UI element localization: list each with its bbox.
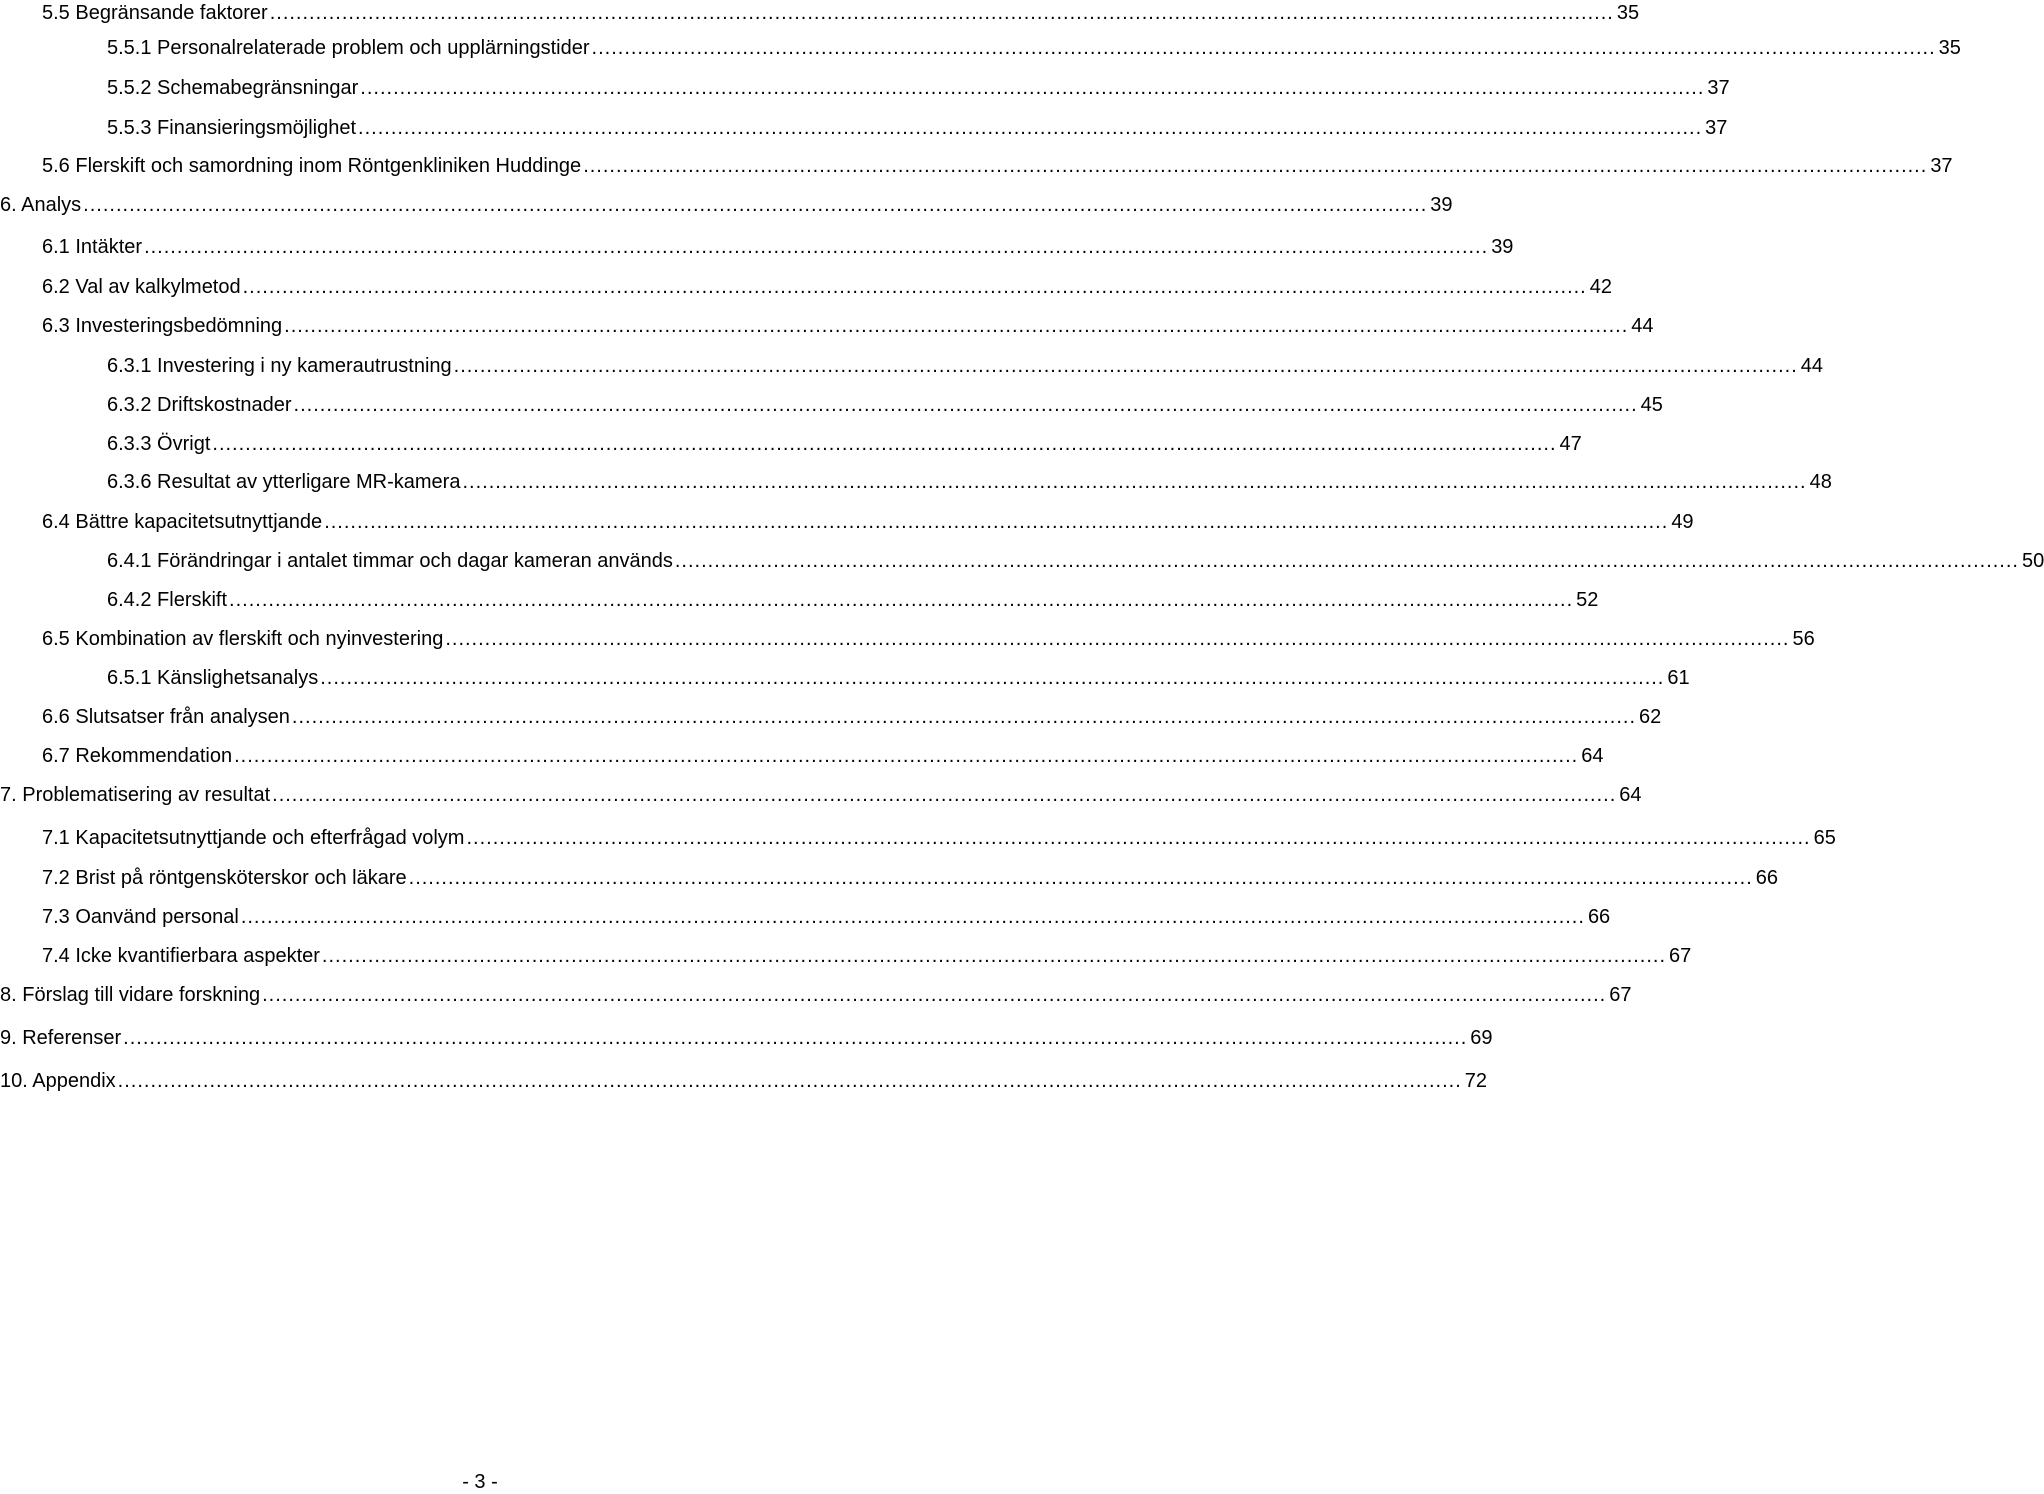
toc-dot-leader: ............................................................................................................................................................................................................. bbox=[291, 706, 1637, 728]
toc-entry[interactable] bbox=[42, 313, 1654, 339]
toc-entry-page: 64 bbox=[1619, 784, 1642, 806]
toc-entry-page: 39 bbox=[1491, 236, 1514, 258]
toc-entry-title: 6.3.3 Övrigt bbox=[107, 433, 211, 455]
toc-dot-leader: ............................................................................................................................................................................................................. bbox=[262, 984, 1607, 1006]
toc-entry-page: 50 bbox=[2021, 550, 2044, 572]
toc-entry-page: 49 bbox=[1671, 511, 1694, 533]
toc-entry-title: 6.3.2 Driftskostnader bbox=[107, 394, 292, 416]
toc-entry[interactable] bbox=[42, 865, 1779, 891]
toc-dot-leader: ............................................................................................................................................................................................................. bbox=[240, 906, 1585, 928]
toc-entry[interactable] bbox=[42, 234, 1514, 260]
toc-entry-title: 6.1 Intäkter bbox=[42, 236, 143, 258]
toc-dot-leader: ............................................................................................................................................................................................................. bbox=[212, 433, 1557, 455]
toc-entry-page: 37 bbox=[1705, 117, 1728, 139]
toc-entry-page: 56 bbox=[1792, 628, 1815, 650]
toc-entry-page: 67 bbox=[1669, 945, 1692, 967]
toc-entry-page: 44 bbox=[1800, 355, 1824, 377]
toc-dot-leader: ............................................................................................................................................................................................................. bbox=[445, 628, 1790, 650]
toc-dot-leader: ............................................................................................................................................................................................................. bbox=[466, 827, 1811, 849]
toc-entry-page: 47 bbox=[1559, 433, 1582, 455]
toc-entry[interactable] bbox=[42, 825, 1836, 851]
toc-entry[interactable] bbox=[0, 982, 1632, 1008]
toc-entry-page: 44 bbox=[1631, 315, 1654, 337]
toc-entry[interactable] bbox=[42, 943, 1692, 969]
toc-dot-leader: ............................................................................................................................................................................................................. bbox=[360, 77, 1705, 99]
toc-entry-page: 39 bbox=[1430, 194, 1453, 216]
toc-dot-leader: ............................................................................................................................................................................................................. bbox=[284, 315, 1629, 337]
toc-entry-page: 65 bbox=[1813, 827, 1836, 849]
toc-entry-title: 6.3 Investeringsbedömning bbox=[42, 315, 283, 337]
toc-entry-title: 8. Förslag till vidare forskning bbox=[0, 984, 261, 1006]
toc-entry-title: 5.5.2 Schemabegränsningar bbox=[107, 77, 359, 99]
toc-entry-page: 35 bbox=[1616, 2, 1640, 24]
toc-entry[interactable] bbox=[107, 587, 1599, 613]
toc-entry-title: 7.4 Icke kvantifierbara aspekter bbox=[42, 945, 320, 967]
toc-entry-title: 6.3.6 Resultat av ytterligare MR-kamera bbox=[107, 471, 461, 493]
toc-entry[interactable] bbox=[0, 1068, 1488, 1094]
toc-entry-title: 5.5.1 Personalrelaterade problem och upplärningstider bbox=[107, 37, 590, 59]
toc-entry-page: 66 bbox=[1587, 906, 1611, 928]
toc-dot-leader: ............................................................................................................................................................................................................. bbox=[272, 784, 1617, 806]
toc-entry[interactable] bbox=[0, 1025, 1493, 1051]
page-number: - 3 - bbox=[462, 1471, 498, 1493]
toc-entry[interactable] bbox=[107, 548, 2044, 574]
toc-dot-leader: ............................................................................................................................................................................................................. bbox=[144, 236, 1489, 258]
toc-dot-leader: ............................................................................................................................................................................................................. bbox=[324, 511, 1669, 533]
toc-entry-title: 6.5.1 Känslighetsanalys bbox=[107, 667, 319, 689]
toc-entry[interactable] bbox=[107, 353, 1824, 379]
toc-entry[interactable] bbox=[0, 192, 1453, 218]
toc-entry[interactable] bbox=[107, 665, 1690, 691]
toc-dot-leader: ............................................................................................................................................................................................................. bbox=[123, 1027, 1468, 1049]
toc-entry-page: 37 bbox=[1930, 155, 1953, 177]
toc-entry[interactable] bbox=[107, 469, 1832, 495]
toc-dot-leader: ............................................................................................................................................................................................................. bbox=[234, 745, 1579, 767]
toc-dot-leader: ............................................................................................................................................................................................................. bbox=[269, 2, 1614, 24]
toc-entry-page: 69 bbox=[1470, 1027, 1493, 1049]
toc-dot-leader: ............................................................................................................................................................................................................. bbox=[358, 117, 1703, 139]
toc-entry[interactable] bbox=[42, 743, 1604, 769]
toc-entry-title: 5.5.3 Finansieringsmöjlighet bbox=[107, 117, 357, 139]
toc-entry[interactable] bbox=[42, 904, 1611, 930]
toc-dot-leader: ............................................................................................................................................................................................................. bbox=[408, 867, 1753, 889]
toc-dot-leader: ............................................................................................................................................................................................................. bbox=[242, 276, 1587, 298]
toc-entry[interactable] bbox=[42, 704, 1662, 730]
toc-entry[interactable] bbox=[107, 75, 1730, 101]
toc-entry-title: 6. Analys bbox=[0, 194, 82, 216]
toc-entry-page: 48 bbox=[1809, 471, 1832, 493]
toc-entry-title: 6.2 Val av kalkylmetod bbox=[42, 276, 241, 298]
toc-entry-title: 10. Appendix bbox=[0, 1070, 116, 1092]
toc-entry-page: 62 bbox=[1639, 706, 1662, 728]
toc-entry-title: 5.6 Flerskift och samordning inom Röntgenkliniken Huddinge bbox=[42, 155, 582, 177]
toc-entry[interactable] bbox=[42, 509, 1694, 535]
toc-entry[interactable] bbox=[42, 626, 1815, 652]
toc-entry-title: 7.2 Brist på röntgensköterskor och läkare bbox=[42, 867, 407, 889]
toc-dot-leader: ............................................................................................................................................................................................................. bbox=[462, 471, 1807, 493]
toc-entry-page: 64 bbox=[1581, 745, 1604, 767]
toc-entry-title: 6.6 Slutsatser från analysen bbox=[42, 706, 290, 728]
toc-entry-title: 7.3 Oanvänd personal bbox=[42, 906, 239, 928]
toc-entry-title: 6.4 Bättre kapacitetsutnyttjande bbox=[42, 511, 323, 533]
toc-entry-title: 7. Problematisering av resultat bbox=[0, 784, 271, 806]
toc-dot-leader: ............................................................................................................................................................................................................. bbox=[293, 394, 1638, 416]
toc-dot-leader: ............................................................................................................................................................................................................. bbox=[229, 589, 1574, 611]
toc-dot-leader: ............................................................................................................................................................................................................. bbox=[591, 37, 1936, 59]
toc-dot-leader: ............................................................................................................................................................................................................. bbox=[83, 194, 1428, 216]
toc-entry-page: 42 bbox=[1589, 276, 1612, 298]
toc-entry-page: 66 bbox=[1755, 867, 1779, 889]
toc-dot-leader: ............................................................................................................................................................................................................. bbox=[674, 550, 2019, 572]
toc-entry-title: 6.7 Rekommendation bbox=[42, 745, 233, 767]
toc-entry-title: 7.1 Kapacitetsutnyttjande och efterfrågad volym bbox=[42, 827, 465, 849]
toc-entry-page: 37 bbox=[1707, 77, 1730, 99]
toc-dot-leader: ............................................................................................................................................................................................................. bbox=[583, 155, 1928, 177]
toc-entry-title: 6.4.2 Flerskift bbox=[107, 589, 228, 611]
toc-entry[interactable] bbox=[0, 782, 1642, 808]
toc-dot-leader: ............................................................................................................................................................................................................. bbox=[320, 667, 1665, 689]
toc-entry[interactable] bbox=[107, 115, 1728, 141]
toc-entry-title: 6.4.1 Förändringar i antalet timmar och dagar kameran används bbox=[107, 550, 673, 572]
toc-entry-page: 67 bbox=[1609, 984, 1632, 1006]
toc-entry[interactable] bbox=[107, 392, 1663, 418]
toc-entry-page: 72 bbox=[1464, 1070, 1488, 1092]
toc-entry[interactable] bbox=[107, 431, 1582, 457]
toc-dot-leader: ............................................................................................................................................................................................................. bbox=[321, 945, 1667, 967]
toc-entry-page: 45 bbox=[1640, 394, 1663, 416]
toc-dot-leader: ............................................................................................................................................................................................................. bbox=[117, 1070, 1462, 1092]
toc-entry-title: 6.3.1 Investering i ny kamerautrustning bbox=[107, 355, 452, 377]
toc-entry[interactable] bbox=[42, 0, 1640, 26]
toc-entry-title: 5.5 Begränsande faktorer bbox=[42, 2, 268, 24]
toc-entry[interactable] bbox=[42, 153, 1953, 179]
toc-entry-page: 35 bbox=[1938, 37, 1961, 59]
toc-entry-title: 6.5 Kombination av flerskift och nyinvestering bbox=[42, 628, 444, 650]
toc-entry-page: 61 bbox=[1667, 667, 1690, 689]
toc-dot-leader: ............................................................................................................................................................................................................. bbox=[453, 355, 1798, 377]
toc-entry-page: 52 bbox=[1576, 589, 1599, 611]
toc-entry[interactable] bbox=[107, 35, 1961, 61]
toc-entry-title: 9. Referenser bbox=[0, 1027, 122, 1049]
toc-entry[interactable] bbox=[42, 274, 1612, 300]
